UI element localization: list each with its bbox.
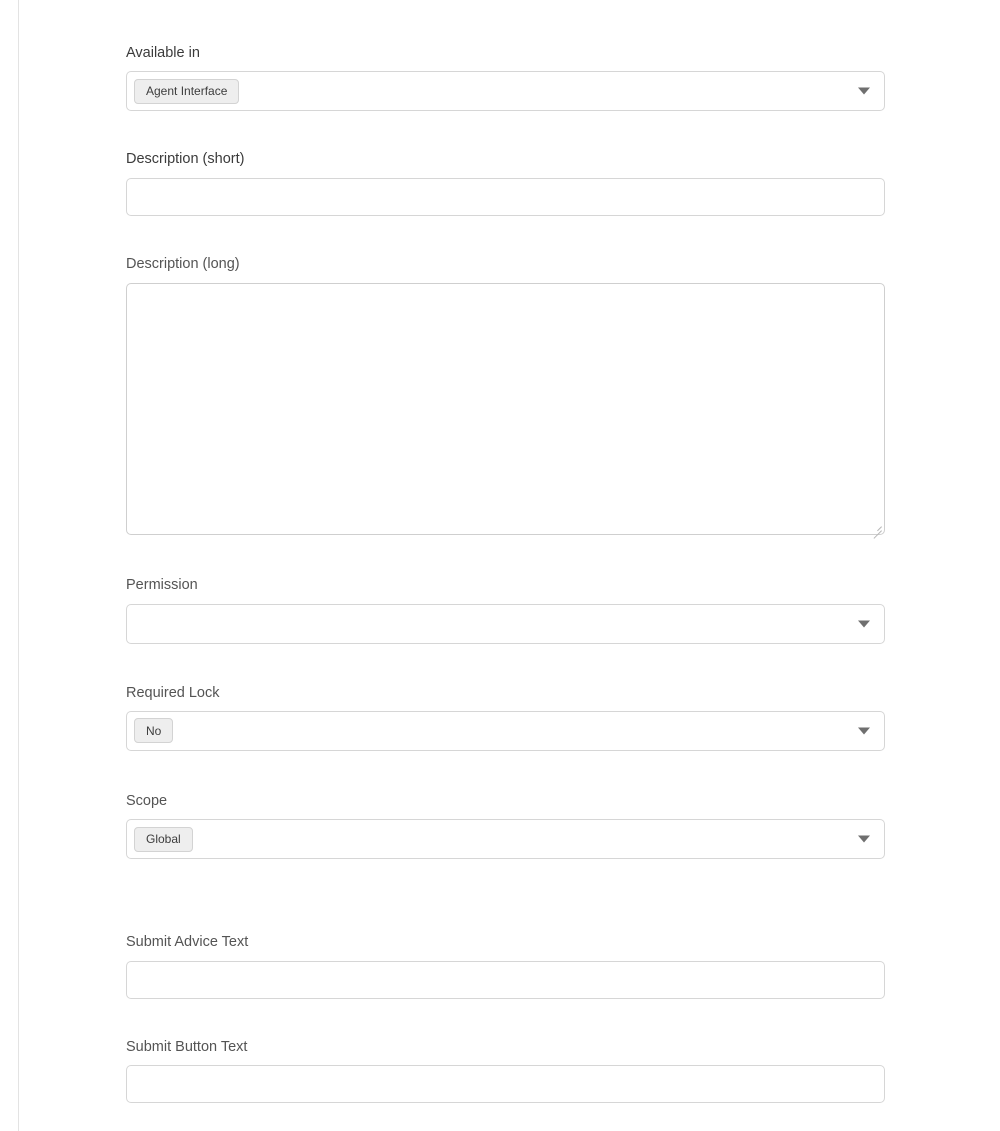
- field-description-long: [126, 256, 886, 535]
- description-long-textarea[interactable]: [126, 283, 885, 535]
- submit-advice-text-input[interactable]: [126, 961, 885, 999]
- field-label-description-long: Description (long): [126, 255, 240, 272]
- resize-grip-icon[interactable]: [871, 521, 882, 532]
- field-label-available-in: Available in: [126, 45, 200, 61]
- scope-selected-value: Global: [134, 827, 193, 852]
- chevron-down-icon: [858, 727, 870, 734]
- description-short-input[interactable]: [126, 178, 885, 216]
- field-label-scope: Scope: [126, 792, 168, 809]
- field-scope: [126, 793, 886, 859]
- settings-form: [126, 0, 886, 1103]
- field-label-permission: Permission: [126, 577, 198, 594]
- required-lock-selected-value: No: [134, 718, 173, 743]
- field-submit-advice-text: [126, 934, 886, 998]
- required-lock-select[interactable]: [126, 711, 885, 751]
- available-in-selected-value: Agent Interface: [134, 79, 239, 104]
- available-in-select[interactable]: [126, 71, 885, 111]
- field-label-submit-button-text: Submit Button Text: [126, 1038, 248, 1055]
- field-available-in: [126, 45, 886, 111]
- field-permission: [126, 577, 886, 643]
- field-description-short: [126, 151, 886, 215]
- panel-left-rail: [18, 0, 19, 1131]
- field-submit-button-text: [126, 1039, 886, 1103]
- permission-select[interactable]: [126, 604, 885, 644]
- scope-select[interactable]: [126, 819, 885, 859]
- field-label-submit-advice-text: Submit Advice Text: [126, 934, 249, 951]
- chevron-down-icon: [858, 620, 870, 627]
- chevron-down-icon: [858, 836, 870, 843]
- field-required-lock: [126, 685, 886, 751]
- submit-button-text-input[interactable]: [126, 1065, 885, 1103]
- chevron-down-icon: [858, 88, 870, 95]
- field-label-required-lock: Required Lock: [126, 684, 220, 701]
- field-label-description-short: Description (short): [126, 151, 245, 168]
